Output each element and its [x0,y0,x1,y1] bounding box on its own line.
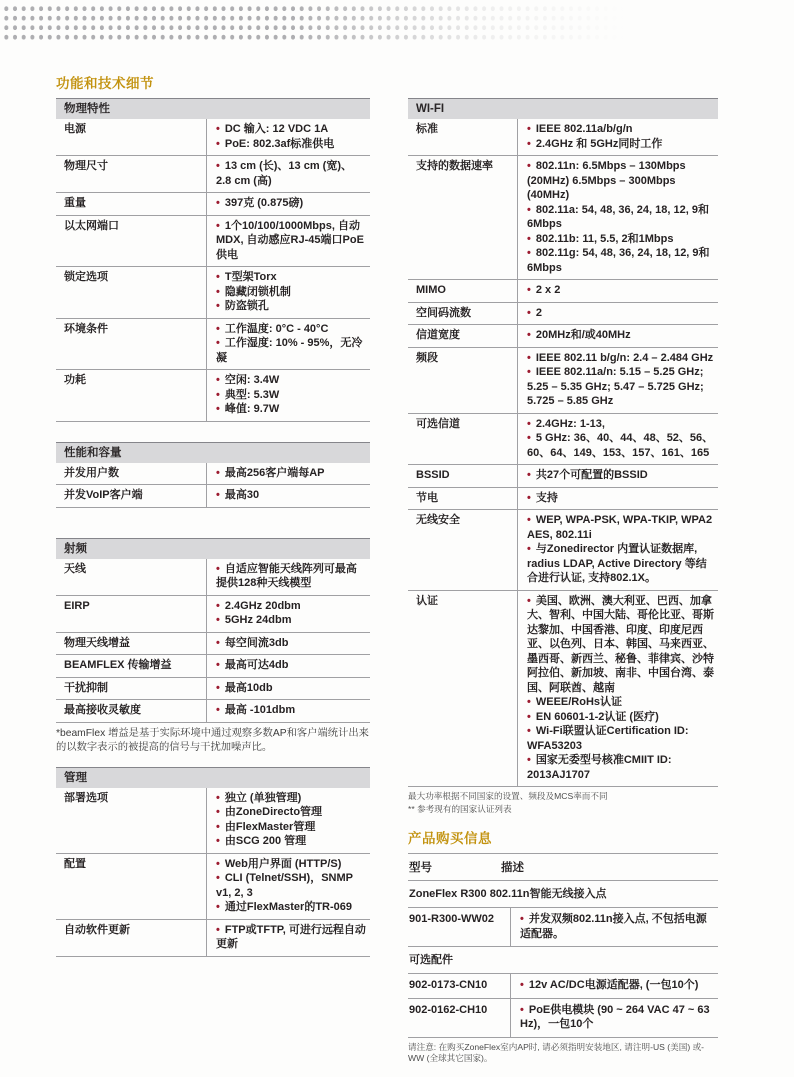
purchase-section [408,831,718,1065]
bullet-text: 典型: 5.3W [224,388,280,401]
spec-label: 自动软件更新 [64,923,130,936]
bullet-text: 与Zonedirector 内置认证数据库, radius LDAP, Active Directory 等结合进行认证, 支持802.1X。 [527,543,707,584]
bullet-text: PoE: 802.3af标准供电 [224,137,335,150]
spec-row [408,303,718,326]
bullet-item [527,753,714,782]
bullet-item [216,402,366,417]
bullet-icon: • [216,806,220,818]
spec-value [206,920,370,956]
left-column [56,76,370,957]
bullet-icon: • [527,696,531,708]
right-column [408,76,718,1065]
bullet-text: 由SCG 200 管理 [224,835,307,847]
features-section-title: 功能和技术细节 [56,76,154,91]
bullet-text: 美国、欧洲、澳大利亚、巴西、加拿大、智利、中国大陆、哥伦比亚、哥斯达黎加、中国香港、印度、印度尼西亚、以色列、日本、韩国、马来西亚、墨西哥、新西兰、秘鲁、菲律宾、沙特阿拉伯、新加坡、南非、中国台湾、泰国、阿联酋、越南 [527,594,714,694]
bullet-icon: • [527,366,531,378]
bullet-icon: • [527,543,531,555]
bullet-text: EN 60601-1-2认证 (医疗) [535,710,659,723]
spec-label: 节电 [416,491,438,504]
bullet-icon: • [520,913,524,925]
spec-label: 重量 [64,197,86,209]
bullet-item [216,599,366,614]
bullet-item [216,834,366,849]
spec-label: BSSID [416,469,450,481]
bullet-item [527,203,714,232]
spec-label: BEAMFLEX 传输增益 [64,659,172,671]
bullet-icon: • [216,300,220,312]
bullet-item [520,1003,716,1032]
bullet-item [216,388,366,403]
bullet-item [527,417,714,432]
bullet-item [216,857,366,872]
bullet-text: 802.11b: 11, 5.5, 2和1Mbps [535,232,674,245]
bullet-item [527,594,714,696]
purchase-subheader: 可选配件 [408,947,718,974]
bullet-icon: • [527,284,531,296]
bullet-icon: • [527,417,531,430]
bullet-text: CLI (Telnet/SSH)，SNMP v1, 2, 3 [216,872,353,899]
spec-value [206,267,370,318]
bullet-item [527,695,714,710]
spec-label: 干扰抑制 [64,681,108,694]
bullet-icon: • [520,979,524,991]
bullet-text: 2 x 2 [535,284,561,296]
bullet-text: 397克 (0.875磅) [224,197,304,209]
bullet-icon: • [527,306,531,319]
spec-row [56,485,370,508]
bullet-text: PoE供电模块 (90 ~ 264 VAC 47 ~ 63 Hz)，一包10个 [520,1003,710,1030]
wifi-table [408,98,718,815]
bullet-text: 最高可达4db [224,659,289,671]
purchase-desc [510,999,718,1037]
spec-value [517,591,718,787]
bullet-item [527,431,714,460]
spec-value [206,788,370,853]
spec-row [56,596,370,633]
spec-value [206,216,370,267]
spec-row [408,325,718,348]
bullet-item [216,562,366,591]
spec-value [517,119,718,155]
purchase-rows [408,881,718,1038]
spec-value [206,370,370,421]
bullet-text: T型架Torx [224,271,277,283]
bullet-text: 隐藏闭锁机制 [224,285,291,298]
bullet-item [216,900,366,915]
spec-value [517,303,718,325]
bullet-icon: • [527,710,531,723]
bullet-icon: • [216,285,220,298]
bullet-item [216,196,366,211]
purchase-section-title: 产品购买信息 [408,831,492,846]
bullet-icon: • [527,432,531,444]
spec-value [206,678,370,700]
bullet-item [527,491,714,506]
bullet-icon: • [520,1003,524,1016]
description-column-header: 描述 [501,862,524,874]
bullet-item [527,365,714,409]
bullet-icon: • [216,820,220,833]
bullet-icon: • [527,123,531,135]
purchase-row [408,999,718,1038]
bullet-icon: • [216,160,220,172]
model-column-header: 型号 [409,862,432,874]
performance-table [56,442,370,508]
bullet-text: 工作湿度: 10% - 95%，无冷凝 [216,337,363,364]
bullet-text: 2.4GHz 20dbm [224,599,301,612]
bullet-item [216,636,366,651]
bullet-text: 防盗锁孔 [224,300,269,312]
bullet-item [216,122,366,137]
bullet-icon: • [527,594,531,607]
bullet-text: 1个10/100/1000Mbps, 自动MDX, 自动感应RJ-45端口PoE供电 [216,219,364,261]
spec-row [408,414,718,466]
bullet-icon: • [527,232,531,245]
bullet-icon: • [216,137,220,150]
purchase-note: 请注意: 在购买ZoneFlex室内AP时, 请必须指明安装地区, 请注明-US (美国) 或-WW (全球其它国家)。 [408,1041,705,1063]
bullet-icon: • [527,247,531,259]
bullet-item [216,270,366,285]
bullet-item [216,805,366,820]
bullet-item [216,137,366,152]
spec-label: 支持的数据速率 [416,160,493,172]
bullet-icon: • [527,329,531,341]
purchase-row [408,908,718,947]
spec-row [408,465,718,488]
bullet-item [216,299,366,314]
bullet-icon: • [527,725,531,737]
bullet-text: Wi-Fi联盟认证Certification ID: WFA53203 [527,725,689,752]
spec-label: 以太网端口 [64,219,119,232]
rf-header: 射频 [56,538,370,559]
bullet-text: 每空间流3db [224,636,289,649]
spec-row [56,655,370,678]
bullet-item [520,978,716,993]
spec-value [206,633,370,655]
bullet-text: 空闲: 3.4W [224,374,280,386]
bullet-icon: • [216,636,220,649]
purchase-row [408,974,718,999]
bullet-icon: • [216,704,220,716]
bullet-item [527,710,714,725]
management-header: 管理 [56,767,370,788]
bullet-item [216,613,366,628]
purchase-desc [510,908,718,946]
spec-label: 功耗 [64,374,86,386]
spec-row [408,488,718,511]
bullet-item [216,219,366,263]
bullet-text: 2.4GHz: 1-13, [535,417,605,430]
beamflex-footnote: *beamFlex 增益是基于实际环境中通过观察多数AP和客户端统计出来的以数字表示的被提高的信号与干扰加噪声比。 [56,727,369,753]
bullet-icon: • [527,469,531,481]
spec-label: 电源 [64,123,86,135]
bullet-item [216,820,366,835]
bullet-icon: • [527,491,531,504]
spec-label: 配置 [64,857,86,870]
physical-specs-rows [56,119,370,422]
spec-value [206,655,370,677]
spec-row [56,463,370,486]
spec-row [56,193,370,216]
bullet-item [520,912,716,941]
bullet-icon: • [216,835,220,847]
spec-value [206,854,370,919]
model-number: 902-0173-CN10 [409,979,488,991]
spec-row [56,854,370,920]
spec-label: 环境条件 [64,322,108,335]
spec-label: 最高接收灵敏度 [64,704,141,716]
spec-row [56,920,370,957]
bullet-text: WEP, WPA-PSK, WPA-TKIP, WPA2 AES, 802.11i [527,514,713,541]
purchase-desc [510,974,718,998]
spec-row [56,156,370,193]
bullet-text: 最高30 [224,489,260,501]
bullet-text: 通过FlexMaster的TR-069 [224,901,353,913]
bullet-item [216,791,366,806]
spec-value [206,559,370,595]
bullet-icon: • [527,203,531,216]
bullet-icon: • [527,754,531,766]
bullet-icon: • [216,197,220,209]
rf-table [56,538,370,755]
bullet-item [527,724,714,753]
spec-label: MIMO [416,284,446,296]
bullet-text: IEEE 802.11 b/g/n: 2.4 – 2.484 GHz [535,351,714,364]
bullet-text: 12v AC/DC电源适配器, (一包10个) [528,979,699,991]
bullet-text: 峰值: 9.7W [224,403,280,415]
bullet-text: 802.11g: 54, 48, 36, 24, 18, 12, 9和6Mbps [527,247,710,274]
bullet-icon: • [216,322,220,335]
bullet-item [216,466,366,481]
bullet-text: 最高10db [224,681,273,694]
spec-value [517,510,718,590]
spec-row [56,216,370,268]
spec-row [408,348,718,414]
bullet-icon: • [216,466,220,479]
bullet-icon: • [216,923,220,936]
management-rows [56,788,370,957]
spec-label: 空间码流数 [416,306,471,319]
spec-row [408,510,718,591]
spec-label: 天线 [64,562,86,575]
bullet-item [216,488,366,503]
bullet-text: 802.11a: 54, 48, 36, 24, 18, 12, 9和6Mbps [527,203,709,230]
bullet-item [216,681,366,696]
bullet-text: 最高256客户端每AP [224,466,325,479]
bullet-item [527,283,714,298]
spec-label: 无线安全 [416,514,460,526]
spec-value [206,700,370,722]
spec-row [408,591,718,788]
bullet-item [527,328,714,343]
bullet-icon: • [216,219,220,232]
management-table [56,767,370,957]
bullet-text: 支持 [535,491,558,504]
spec-row [56,633,370,656]
bullet-text: 由ZoneDirecto管理 [224,806,323,818]
spec-label: 可选信道 [416,417,460,430]
dot-pattern-banner [2,4,652,42]
spec-label: 部署选项 [64,791,108,804]
bullet-text: 由FlexMaster管理 [224,820,316,833]
bullet-item [216,703,366,718]
spec-value [517,280,718,302]
bullet-icon: • [216,403,220,415]
spec-value [517,348,718,413]
bullet-item [527,351,714,366]
purchase-header-row [408,853,718,881]
bullet-item [527,159,714,203]
spec-row [56,700,370,723]
bullet-item [527,232,714,247]
bullet-icon: • [216,659,220,671]
wifi-rows [408,119,718,787]
bullet-item [216,322,366,337]
bullet-text: DC 输入: 12 VDC 1A [224,123,329,135]
bullet-text: IEEE 802.11a/n: 5.15 – 5.25 GHz; 5.25 – 5.35 GHz; 5.47 – 5.725 GHz; 5.725 – 5.85 GHz [527,366,704,407]
bullet-icon: • [216,614,220,626]
bullet-item [527,137,714,152]
bullet-item [527,468,714,483]
spec-value [206,119,370,155]
bullet-icon: • [527,351,531,364]
spec-label: EIRP [64,599,90,612]
bullet-text: 工作温度: 0°C - 40°C [224,322,329,335]
performance-rows [56,463,370,508]
spec-row [56,559,370,596]
bullet-item [527,122,714,137]
bullet-text: 802.11n: 6.5Mbps – 130Mbps (20MHz) 6.5Mbps – 300Mbps (40MHz) [527,160,686,201]
spec-value [206,319,370,370]
model-number: 901-R300-WW02 [409,913,494,925]
bullet-item [527,513,714,542]
spec-value [206,193,370,215]
bullet-icon: • [216,337,220,349]
spec-label: 并发VoIP客户端 [64,489,143,501]
bullet-item [527,246,714,275]
bullet-icon: • [216,791,220,804]
spec-value [206,596,370,632]
bullet-text: 共27个可配置的BSSID [535,469,648,481]
spec-label: 认证 [416,594,438,607]
spec-value [517,414,718,465]
spec-value [517,488,718,510]
spec-label: 物理天线增益 [64,636,130,649]
bullet-icon: • [216,489,220,501]
bullet-item [216,923,366,952]
bullet-icon: • [527,160,531,172]
bullet-icon: • [216,857,220,870]
spec-value [206,485,370,507]
rf-rows [56,559,370,723]
model-number: 902-0162-CH10 [409,1003,488,1016]
bullet-text: 5GHz 24dbm [224,614,292,626]
bullet-icon: • [527,514,531,526]
spec-label: 并发用户数 [64,466,119,479]
spec-label: 锁定选项 [64,271,108,283]
spec-row [56,678,370,701]
bullet-item [216,658,366,673]
bullet-item [216,373,366,388]
wifi-header: WI-FI [408,98,718,119]
bullet-text: 2.4GHz 和 5GHz同时工作 [535,137,663,150]
bullet-item [527,542,714,586]
spec-value [517,156,718,279]
spec-value [206,463,370,485]
wifi-footnote-cert: ** 参考现有的国家认证列表 [408,803,512,814]
bullet-text: FTP或TFTP, 可进行远程自动更新 [216,923,366,950]
bullet-item [216,871,366,900]
spec-value [517,325,718,347]
bullet-icon: • [216,388,220,401]
physical-specs-table [56,98,370,422]
bullet-text: 5 GHz: 36、40、44、48、52、56、60、64、149、153、157、161、165 [527,432,714,459]
bullet-text: Web用户界面 (HTTP/S) [224,857,342,870]
bullet-item [216,285,366,300]
bullet-icon: • [216,872,220,884]
bullet-icon: • [216,681,220,694]
spec-row [408,156,718,280]
bullet-icon: • [216,562,220,575]
spec-row [56,370,370,422]
bullet-text: WEEE/RoHs认证 [535,696,623,708]
bullet-icon: • [216,901,220,913]
bullet-icon: • [216,271,220,283]
bullet-text: 自适应智能天线阵列可最高提供128种天线模型 [216,562,357,589]
wifi-footnote-power: 最大功率根据不同国家的设置、频段及MCS率而不同 [408,791,608,801]
spec-row [56,119,370,156]
spec-row [408,119,718,156]
purchase-subheader: ZoneFlex R300 802.11n智能无线接入点 [408,881,718,908]
spec-value [517,465,718,487]
bullet-icon: • [216,374,220,386]
bullet-text: 13 cm (长)、13 cm (宽)、2.8 cm (高) [216,160,353,187]
bullet-text: 20MHz和/或40MHz [535,329,631,341]
spec-row [408,280,718,303]
spec-value [206,156,370,192]
physical-specs-header: 物理特性 [56,98,370,119]
bullet-icon: • [216,599,220,612]
bullet-text: 并发双频802.11n接入点, 不包括电源适配器。 [520,913,707,940]
bullet-icon: • [527,137,531,150]
bullet-icon: • [216,123,220,135]
spec-row [56,788,370,854]
spec-row [56,267,370,319]
bullet-text: 2 [535,306,542,319]
bullet-text: 最高 -101dbm [224,704,296,716]
spec-label: 信道宽度 [416,329,460,341]
bullet-text: IEEE 802.11a/b/g/n [535,123,633,135]
spec-label: 频段 [416,351,438,364]
bullet-item [216,336,366,365]
bullet-text: 国家无委型号核准CMIIT ID: 2013AJ1707 [527,754,672,781]
spec-row [56,319,370,371]
spec-label: 标准 [416,123,438,135]
performance-header: 性能和容量 [56,442,370,463]
bullet-item [216,159,366,188]
bullet-text: 独立 (单独管理) [224,791,302,804]
spec-label: 物理尺寸 [64,160,108,172]
bullet-item [527,306,714,321]
